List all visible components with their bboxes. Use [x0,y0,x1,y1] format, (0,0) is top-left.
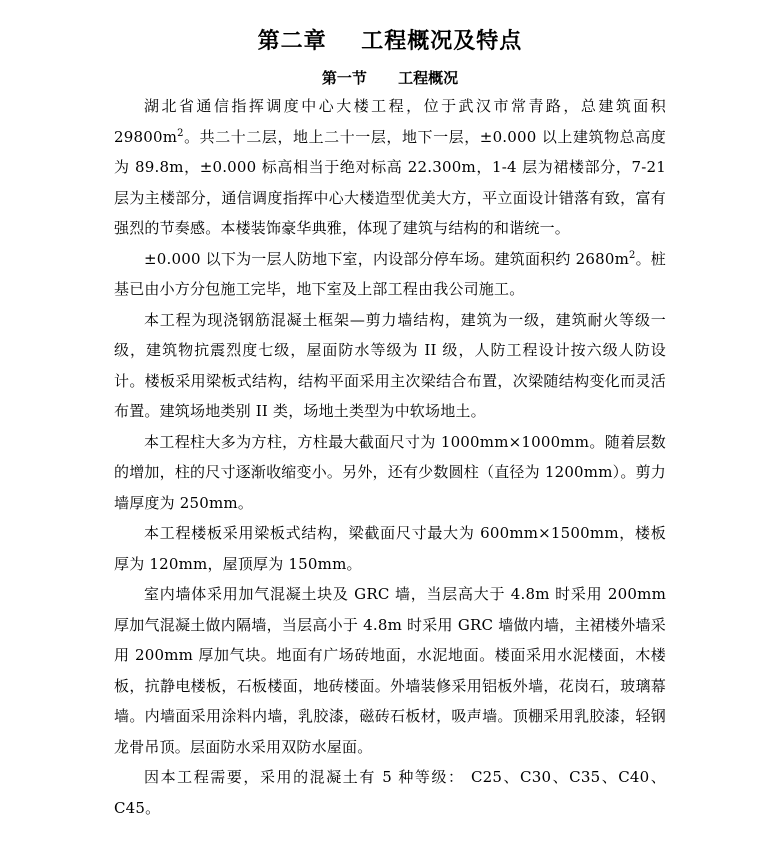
superscript: 2 [629,249,636,261]
paragraph-text: 本工程楼板采用梁板式结构，梁截面尺寸最大为 600mm×1500mm，楼板厚为 120mm，屋顶厚为 150mm。 [114,524,666,573]
paragraph-text: ±0.000 以下为一层人防地下室，内设部分停车场。建筑面积约 2680m [144,249,630,268]
paragraph-columns [114,427,666,519]
paragraph-text: 室内墙体采用加气混凝土块及 GRC 墙，当层高大于 4.8m 时采用 200mm 厚加气混凝土做内隔墙，当层高小于 4.8m 时采用 GRC 墙做内墙，主裙楼外墙采用 200mm 厚加气块。地面有广场砖地面，水泥地面。楼面采用水泥楼面，木楼板，抗静电楼板，石板楼面，地砖楼面。外墙装修采用铝板外墙，花岗石，玻璃幕墙。内墙面采用涂料内墙，乳胶漆，磁砖石板材，吸声墙。顶棚采用乳胶漆，轻钢龙骨吊顶。层面防水采用双防水屋面。 [114,585,666,756]
paragraph-concrete-grades [114,762,666,823]
paragraph-text: 。共二十二层，地上二十一层，地下一层，±0.000 以上建筑物总高度为 89.8m，±0.000 标高相当于绝对标高 22.300m，1-4 层为裙楼部分，7-21 层为主楼部分，通信调度指挥中心大楼造型优美大方，平立面设计错落有致，富有强烈的节奏感。本楼装饰豪华典雅，体现了建筑与结构的和谐统一。 [114,127,666,237]
paragraph-basement [114,244,666,305]
paragraph-structure [114,305,666,427]
chapter-title: 第二章 工程概况及特点 [257,29,523,54]
paragraph-text: 。桩基已由小方分包施工完毕，地下室及上部工程由我公司施工。 [114,249,666,298]
paragraph-slabs [114,518,666,579]
paragraph-text: 本工程为现浇钢筋混凝土框架—剪力墙结构，建筑为一级，建筑耐火等级一级，建筑物抗震烈度七级，屋面防水等级为 II 级，人防工程设计按六级人防设计。楼板采用梁板式结构，结构平面采用主次梁结合布置，次梁随结构变化而灵活布置。建筑场地类别 II 类，场地土类型为中软场地土。 [114,310,666,420]
superscript: 2 [177,127,184,139]
paragraph-text: 湖北省通信指挥调度中心大楼工程，位于武汉市常青路，总建筑面积 29800m [114,97,666,146]
paragraph-text: 本工程柱大多为方柱，方柱最大截面尺寸为 1000mm×1000mm。随着层数的增加，柱的尺寸逐渐收缩变小。另外，还有少数圆柱（直径为 1200mm）。剪力墙厚度为 250mm。 [114,432,666,512]
paragraph-overview [114,91,666,244]
paragraph-text: 因本工程需要，采用的混凝土有 5 种等级： C25、C30、C35、C40、C45。 [114,768,666,817]
section-title: 第一节 工程概况 [321,69,459,87]
paragraph-walls-finishes [114,579,666,762]
